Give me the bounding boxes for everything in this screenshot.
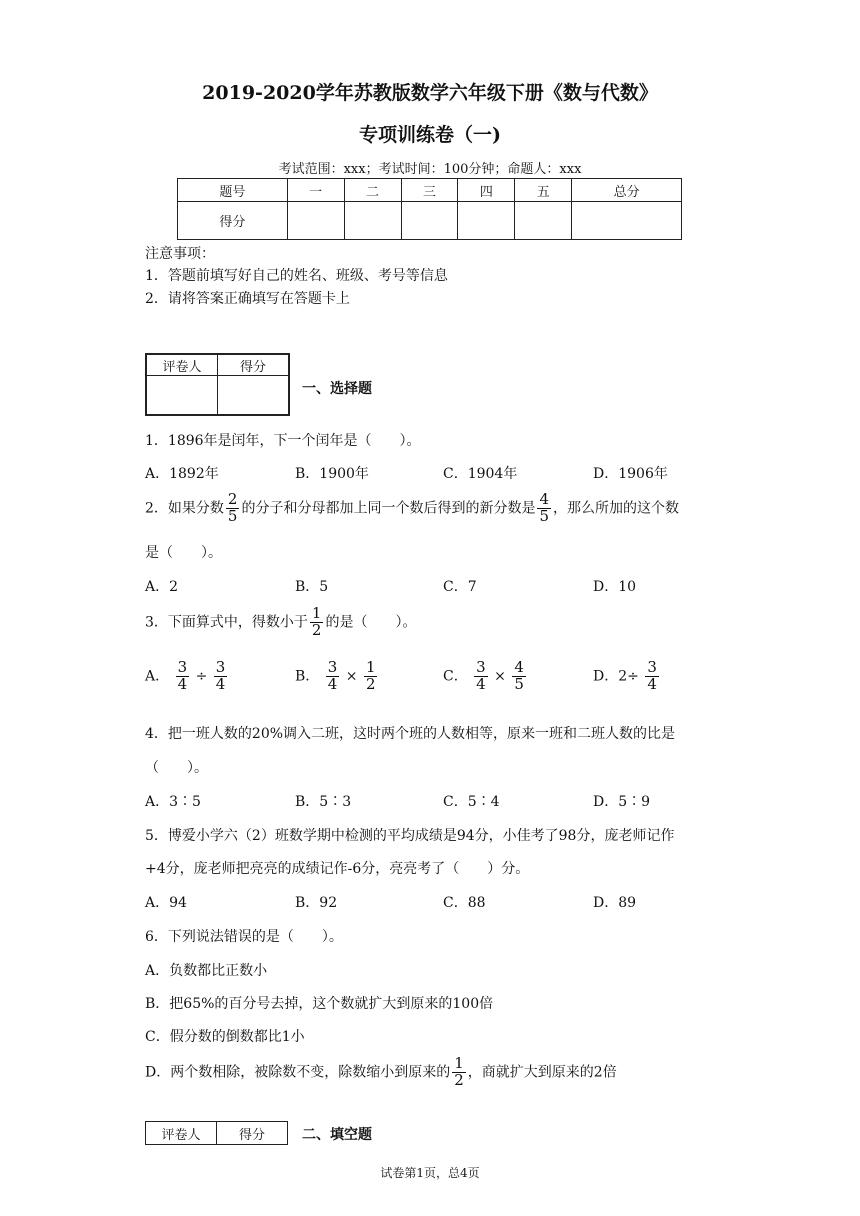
option-d-text-post: ，商就扩大到原来的2倍 (467, 1064, 617, 1081)
option-d (145, 1056, 617, 1089)
numerator: 2 (227, 490, 238, 508)
option-b: B．5 (295, 579, 329, 595)
score-row-label: 得分 (178, 202, 288, 240)
numerator: 3 (476, 658, 486, 676)
q3-text-post: 的是（ ）。 (325, 614, 417, 631)
numerator: 3 (647, 658, 657, 676)
score-header-cell: 二 (344, 179, 401, 202)
section-heading-choice: 一、选择题 (302, 381, 372, 397)
page-footer: 试卷第1页，总4页 (380, 1166, 480, 1180)
fraction (310, 606, 324, 639)
question-2 (145, 492, 679, 525)
option-c: C．5∶4 (443, 794, 500, 810)
numerator: 3 (327, 658, 338, 676)
option-d (593, 660, 661, 693)
grader-score-label: 得分 (217, 1122, 288, 1145)
operator: ÷ (627, 668, 639, 685)
option-b: B．92 (295, 895, 338, 911)
option-c: C．1904年 (443, 466, 518, 482)
fraction (364, 660, 378, 693)
grader-score-label: 得分 (218, 354, 290, 376)
fraction (512, 660, 526, 693)
score-header-cell: 三 (401, 179, 458, 202)
fraction (326, 660, 340, 693)
fraction (226, 492, 240, 525)
option-a (145, 660, 229, 693)
option-b: B．1900年 (295, 466, 369, 482)
grader-box (145, 353, 290, 416)
option-label: D． (593, 668, 619, 685)
numerator: 3 (177, 658, 188, 676)
fraction (645, 660, 659, 693)
numerator: 1 (365, 658, 376, 676)
option-label: C． (443, 668, 468, 685)
note-item: 2．请将答案正确填写在答题卡上 (145, 291, 350, 307)
note-item: 1．答题前填写好自己的姓名、班级、考号等信息 (145, 268, 448, 284)
option-a: A．3∶5 (145, 794, 201, 810)
exam-info: 考试范围：xxx；考试时间：100分钟；命题人：xxx (278, 162, 582, 177)
operator: ÷ (195, 668, 208, 685)
grader-label: 评卷人 (146, 354, 218, 376)
option-b (295, 660, 379, 693)
score-header-cell: 一 (287, 179, 344, 202)
denominator: 4 (177, 674, 188, 693)
option-c: C．假分数的倒数都比1小 (145, 1029, 305, 1045)
numerator: 1 (454, 1054, 464, 1072)
score-header-cell: 总分 (572, 179, 682, 202)
grader-label: 评卷人 (146, 1122, 217, 1145)
score-cell[interactable] (401, 202, 458, 240)
option-b: B．把65%的百分号去掉，这个数就扩大到原来的100倍 (145, 996, 494, 1012)
score-cell[interactable] (572, 202, 682, 240)
option-d: D．10 (593, 579, 637, 595)
question-4: 4．把一班人数的20%调入二班，这时两个班的人数相等，原来一班和二班人数的比是 (145, 726, 676, 742)
score-header-cell: 题号 (178, 179, 288, 202)
question-4-line2: （ ）。 (145, 760, 208, 776)
denominator: 5 (514, 674, 524, 693)
operator: × (345, 668, 358, 685)
denominator: 5 (539, 506, 550, 525)
fraction (176, 660, 190, 693)
denominator: 5 (227, 506, 238, 525)
fraction (452, 1056, 466, 1089)
option-a: A．94 (145, 895, 187, 911)
option-d: D．89 (593, 895, 637, 911)
denominator: 4 (476, 674, 486, 693)
question-1: 1．1896年是闰年，下一个闰年是（ ）。 (145, 433, 421, 449)
option-label: A． (145, 668, 170, 685)
exam-title-line1: 2019-2020学年苏教版数学六年级下册《数与代数》 (202, 82, 658, 104)
option-b: B．5∶3 (295, 794, 352, 810)
numerator: 4 (539, 490, 550, 508)
q3-text-pre: 3．下面算式中，得数小于 (145, 614, 308, 631)
question-5-line2: +4分，庞老师把亮亮的成绩记作-6分，亮亮考了（ ）分。 (145, 861, 530, 877)
notes-heading: 注意事项： (145, 246, 215, 262)
option-d: D．5∶9 (593, 794, 651, 810)
fraction (474, 660, 488, 693)
question-6: 6．下列说法错误的是（ ）。 (145, 929, 343, 945)
option-d-text-pre: D．两个数相除，被除数不变，除数缩小到原来的 (145, 1064, 451, 1081)
numerator: 1 (311, 604, 322, 622)
q2-text-post: ，那么所加的这个数 (553, 500, 680, 517)
exam-title-line2: 专项训练卷（一) (359, 124, 501, 146)
denominator: 4 (647, 674, 657, 693)
option-label: B． (295, 668, 320, 685)
fraction (214, 660, 228, 693)
score-cell[interactable] (515, 202, 572, 240)
section-heading-fill: 二、填空题 (302, 1127, 372, 1143)
numerator: 3 (215, 658, 226, 676)
fraction (537, 492, 551, 525)
denominator: 2 (454, 1070, 464, 1089)
score-table (177, 178, 682, 240)
denominator: 2 (311, 620, 322, 639)
option-c (443, 660, 528, 693)
score-header-cell: 四 (458, 179, 515, 202)
score-header-cell: 五 (515, 179, 572, 202)
option-a: A．负数都比正数小 (145, 963, 268, 979)
option-a: A．2 (145, 579, 179, 595)
question-5: 5．博爱小学六（2）班数学期中检测的平均成绩是94分，小佳考了98分，庞老师记作 (145, 828, 675, 844)
denominator: 4 (327, 674, 338, 693)
question-3 (145, 606, 416, 639)
whole-number: 2 (618, 668, 628, 685)
denominator: 4 (215, 674, 226, 693)
option-d: D．1906年 (593, 466, 668, 482)
option-a: A．1892年 (145, 466, 219, 482)
score-cell[interactable] (458, 202, 515, 240)
grader-score-cell[interactable] (218, 376, 290, 416)
score-cell[interactable] (287, 202, 344, 240)
option-c: C．88 (443, 895, 486, 911)
option-c: C．7 (443, 579, 477, 595)
q2-text-pre: 2．如果分数 (145, 500, 224, 517)
grader-cell[interactable] (146, 376, 218, 416)
numerator: 4 (514, 658, 524, 676)
grader-box (145, 1121, 288, 1145)
score-cell[interactable] (344, 202, 401, 240)
q2-text-mid: 的分子和分母都加上同一个数后得到的新分数是 (241, 500, 536, 517)
denominator: 2 (365, 674, 376, 693)
question-2-line2: 是（ ）。 (145, 545, 222, 561)
operator: × (494, 668, 506, 685)
